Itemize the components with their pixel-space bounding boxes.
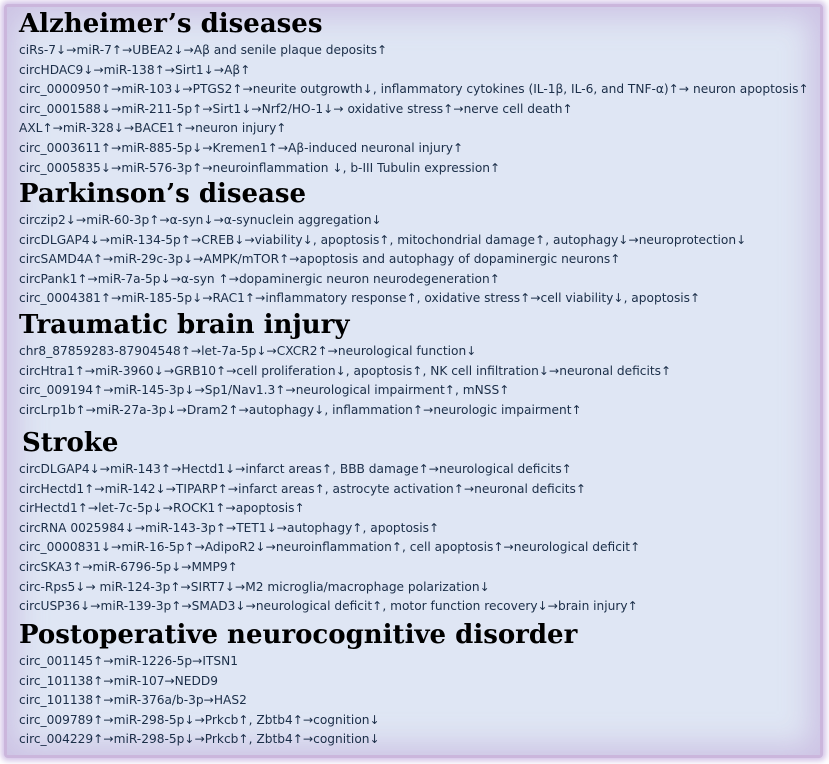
section-heading: Postoperative neurocognitive disorder bbox=[19, 620, 578, 650]
pathway-line: circRNA 0025984↓→miR-143-3p↑→TET1↓→autophagy↑, apoptosis↑ bbox=[19, 520, 440, 535]
section-postoperative-neurocognitive-disorder bbox=[19, 621, 814, 750]
pathway-line: cirHectd1↑→let-7c-5p↓→ROCK1↑→apoptosis↑ bbox=[19, 501, 305, 516]
pathway-line: circUSP36↓→miR-139-3p↑→SMAD3↓→neurological deficit↑, motor function recovery↓→brain injury↑ bbox=[19, 599, 638, 614]
pathway-line: circLrp1b↑→miR-27a-3p↓→Dram2↑→autophagy↓, inflammation↑→neurologic impairment↑ bbox=[19, 402, 582, 417]
pathway-list bbox=[19, 211, 814, 309]
pathway-line: AXL↑→miR-328↓→BACE1↑→neuron injury↑ bbox=[19, 121, 287, 136]
pathway-line: circSAMD4A↑→miR-29c-3p↓→AMPK/mTOR↑→apoptosis and autophagy of dopaminergic neurons↑ bbox=[19, 252, 621, 267]
pathway-line: circ_009194↑→miR-145-3p↓→Sp1/Nav1.3↑→neurological impairment↑, mNSS↑ bbox=[19, 383, 510, 398]
section-traumatic-brain-injury bbox=[19, 311, 814, 420]
pathway-line: ciRs-7↓→miR-7↑→UBEA2↓→Aβ and senile plaque deposits↑ bbox=[19, 43, 388, 57]
pathway-line: circHectd1↑→miR-142↓→TIPARP↑→infarct areas↑, astrocyte activation↑→neuronal deficits↑ bbox=[19, 481, 587, 496]
pathway-line: circSKA3↑→miR-6796-5p↓→MMP9↑ bbox=[19, 559, 238, 574]
pathway-line: circHDAC9↓→miR-138↑→Sirt1↓→Aβ↑ bbox=[19, 62, 251, 77]
pathway-line: circ_004229↑→miR-298-5p↓→Prkcb↑, Zbtb4↑→cognition↓ bbox=[19, 732, 380, 747]
pathway-line: chr8_87859283-87904548↑→let-7a-5p↓→CXCR2↑→neurological function↓ bbox=[19, 344, 477, 358]
pathway-line: circ_0000831↓→miR-16-5p↑→AdipoR2↓→neuroinflammation↑, cell apoptosis↑→neurological deficit↑ bbox=[19, 540, 641, 555]
pathway-line: circDLGAP4↓→miR-134-5p↑→CREB↓→viability↓, apoptosis↑, mitochondrial damage↑, autophagy↓→neuroprotection↓ bbox=[19, 232, 747, 247]
section-heading: Alzheimer’s diseases bbox=[19, 9, 323, 39]
pathway-list bbox=[19, 460, 814, 617]
pathway-line: circ_0005835↓→miR-576-3p↑→neuroinflammation ↓, b-III Tubulin expression↑ bbox=[19, 160, 501, 175]
section-alzheimers bbox=[19, 10, 814, 178]
section-heading: Stroke bbox=[22, 428, 119, 458]
section-stroke bbox=[19, 429, 814, 617]
pathway-line: circ_0001588↓→miR-211-5p↑→Sirt1↓→Nrf2/HO-1↓→ oxidative stress↑→nerve cell death↑ bbox=[19, 101, 573, 116]
pathway-line: circ_009789↑→miR-298-5p↓→Prkcb↑, Zbtb4↑→cognition↓ bbox=[19, 712, 380, 727]
section-heading: Parkinson’s disease bbox=[19, 179, 307, 209]
section-parkinsons bbox=[19, 180, 814, 309]
pathway-line: circ_101138↑→miR-376a/b-3p→HAS2 bbox=[19, 693, 247, 708]
pathway-line: circDLGAP4↓→miR-143↑→Hectd1↓→infarct areas↑, BBB damage↑→neurological deficits↑ bbox=[19, 462, 572, 476]
pathway-line: circzip2↓→miR-60-3p↑→α-syn↓→α-synuclein aggregation↓ bbox=[19, 213, 382, 227]
pathway-line: circ_101138↑→miR-107→NEDD9 bbox=[19, 673, 219, 688]
pathway-list bbox=[19, 652, 814, 750]
pathway-line: circHtra1↑→miR-3960↓→GRB10↑→cell proliferation↓, apoptosis↑, NK cell infiltration↓→neuronal deficits↑ bbox=[19, 363, 672, 378]
section-heading: Traumatic brain injury bbox=[19, 310, 350, 340]
pathway-list bbox=[19, 41, 814, 178]
pathway-line: circ-Rps5↓→ miR-124-3p↑→SIRT7↓→M2 microglia/macrophage polarization↓ bbox=[19, 579, 490, 594]
pathway-line: circ_001145↑→miR-1226-5p→ITSN1 bbox=[19, 654, 238, 668]
pathway-line: circ_0003611↑→miR-885-5p↓→Kremen1↑→Aβ-induced neuronal injury↑ bbox=[19, 140, 464, 155]
pathway-list bbox=[19, 342, 814, 420]
pathway-line: circ_0000950↑→miR-103↓→PTGS2↑→neurite outgrowth↓, inflammatory cytokines (IL-1β, IL-6, and TNF-α)↑→ neuron apoptosis↑ bbox=[19, 82, 809, 97]
pathway-line: circPank1↑→miR-7a-5p↓→α-syn ↑→dopaminergic neuron neurodegeneration↑ bbox=[19, 271, 500, 286]
pathway-line: circ_0004381↑→miR-185-5p↓→RAC1↑→inflammatory response↑, oxidative stress↑→cell viability↓, apoptosis↑ bbox=[19, 291, 701, 306]
diagram-panel bbox=[4, 4, 823, 758]
